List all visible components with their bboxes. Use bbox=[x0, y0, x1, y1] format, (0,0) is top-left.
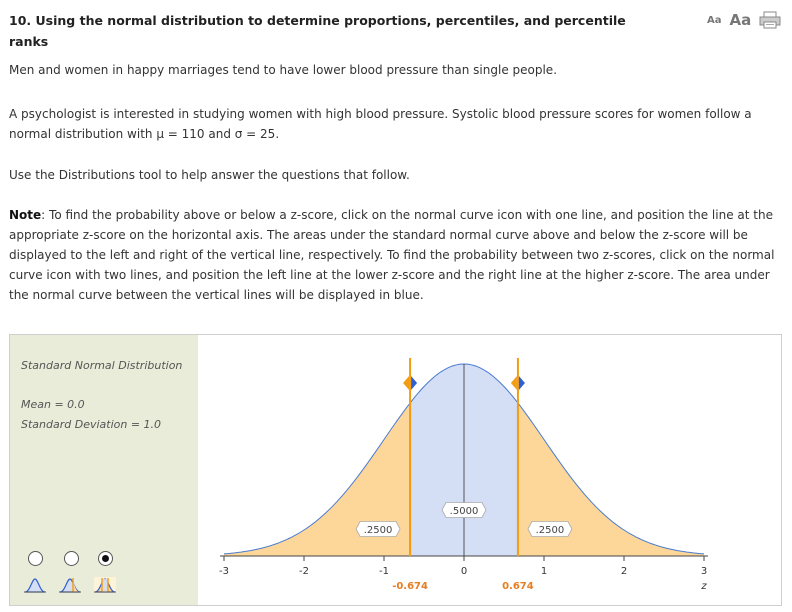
distribution-name: Standard Normal Distribution bbox=[21, 359, 183, 372]
paragraph-intro: Men and women in happy marriages tend to have lower blood pressure than single people. bbox=[9, 63, 558, 77]
font-tools bbox=[707, 10, 781, 30]
distributions-tool bbox=[9, 334, 782, 606]
x-tick-label: -3 bbox=[219, 566, 229, 577]
normal-curve-two-lines-icon[interactable] bbox=[94, 577, 116, 593]
mode-radio-curve[interactable] bbox=[28, 551, 43, 566]
x-axis-label: z bbox=[701, 581, 707, 592]
note-label: Note bbox=[9, 208, 42, 222]
increase-font-button[interactable]: Aa bbox=[729, 11, 752, 29]
mode-radio-one-line[interactable] bbox=[64, 551, 79, 566]
x-tick-label: 3 bbox=[700, 566, 708, 577]
upper-z-handle-right-arrow[interactable] bbox=[519, 376, 525, 390]
normal-distribution-chart bbox=[199, 335, 781, 605]
mean-label: Mean = 0.0 bbox=[21, 398, 85, 411]
question-title bbox=[9, 10, 629, 52]
note-text: : To find the probability above or below a z-score, click on the normal curve icon with one line, and position the line at the appropriate z-score on the horizontal axis. The areas under the standard normal curve above and below the z-score will be displayed to the left and right of the vertical line, respectively. To find the probability between two z-scores, click on the normal curve icon with two lines, and position the left line at the lower z-score and the right line at the higher z-score. The area under the normal curve between the vertical lines will be displayed in blue. bbox=[9, 208, 775, 302]
tool-settings-panel bbox=[10, 335, 198, 605]
paragraph-note bbox=[9, 205, 784, 305]
upper-z-handle-z-label: 0.674 bbox=[502, 581, 534, 592]
right-area-value: .2500 bbox=[535, 525, 565, 536]
middle-area-value: .5000 bbox=[449, 506, 479, 517]
mode-radio-two-lines[interactable] bbox=[98, 551, 113, 566]
x-tick-label: 2 bbox=[620, 566, 628, 577]
question-title-text: Using the normal distribution to determine proportions, percentiles, and percentile ranks bbox=[9, 13, 626, 49]
decrease-font-button[interactable]: Aa bbox=[707, 14, 722, 26]
left-area-value: .2500 bbox=[363, 525, 393, 536]
x-tick-label: 0 bbox=[460, 566, 468, 577]
lower-z-handle-left-arrow[interactable] bbox=[403, 376, 409, 390]
lower-z-handle-right-arrow[interactable] bbox=[411, 376, 417, 390]
normal-curve-one-line-icon[interactable] bbox=[59, 577, 81, 593]
sd-label: Standard Deviation = 1.0 bbox=[21, 418, 162, 431]
paragraph-scenario: A psychologist is interested in studying women with high blood pressure. Systolic blood pressure scores for women follow a normal distribution with μ = 110 and σ = 25. bbox=[9, 107, 752, 141]
x-tick-label: -2 bbox=[299, 566, 309, 577]
x-tick-label: -1 bbox=[379, 566, 389, 577]
paragraph-instructions: Use the Distributions tool to help answer the questions that follow. bbox=[9, 168, 410, 182]
printer-icon[interactable] bbox=[759, 11, 781, 29]
question-number: 10. bbox=[9, 13, 32, 28]
lower-z-handle-z-label: -0.674 bbox=[392, 581, 428, 592]
normal-curve-icon[interactable] bbox=[24, 577, 46, 593]
x-tick-label: 1 bbox=[540, 566, 548, 577]
upper-z-handle-left-arrow[interactable] bbox=[511, 376, 517, 390]
